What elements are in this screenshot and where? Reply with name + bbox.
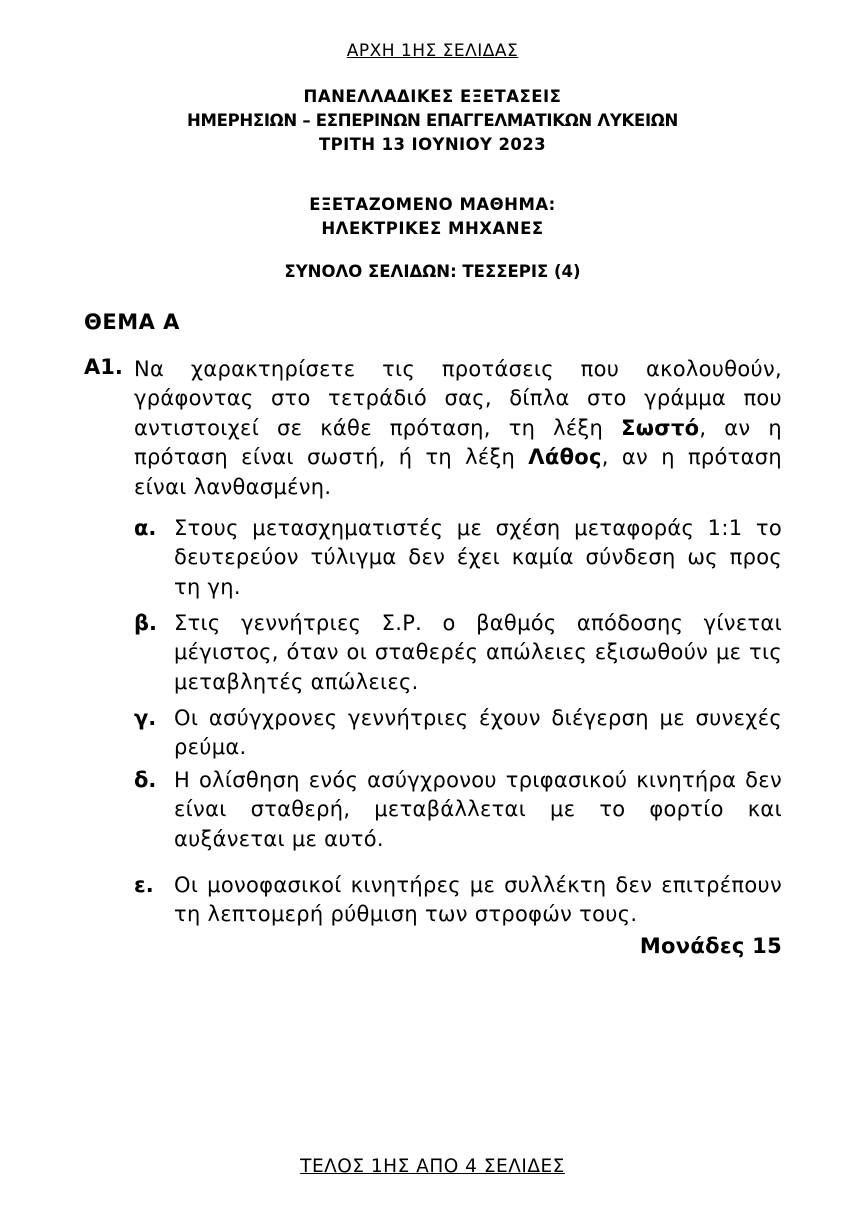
subject-block [0,193,865,241]
page-start-header: ΑΡΧΗ 1ΗΣ ΣΕΛΙΔΑΣ [346,41,519,61]
question-text-part1: Να χαρακτηρίσετε τις προτάσεις που ακολουθούν, γράφοντας στο τετράδιό σας, δίπλα στο γράμμα που αντιστοιχεί σε κάθε πρόταση, τη λέξη [134,357,782,440]
page-end-footer: ΤΕΛΟΣ 1ΗΣ ΑΠΟ 4 ΣΕΛΙΔΕΣ [300,1156,565,1177]
subject-label: ΕΞΕΤΑΖΟΜΕΝΟ ΜΑΘΗΜΑ: [309,195,556,214]
item-label: α. [134,516,157,540]
item-text: Στους μετασχηματιστές με σχέση μεταφοράς 1:1 το δευτερεύον τύλιγμα δεν έχει καμία σύνδεση ως προς τη γη. [174,516,782,599]
item-label: γ. [134,706,157,730]
item-text: Στις γεννήτριες Σ.Ρ. ο βαθμός απόδοσης γίνεται μέγιστος, όταν οι σταθερές απώλειες εξισωθούν με τις μεταβλητές απώλειες. [174,611,782,694]
question-text-part3: , αν η πρόταση είναι λανθασμένη. [134,445,782,499]
total-pages: ΣΥΝΟΛΟ ΣΕΛΙΔΩΝ: ΤΕΣΣΕΡΙΣ (4) [284,262,581,281]
correct-word: Σωστό [621,415,700,440]
units-label: Μονάδες 15 [639,934,782,958]
theme-heading: ΘΕΜΑ Α [84,310,180,334]
item-text: Η ολίσθηση ενός ασύγχρονου τριφασικού κινητήρα δεν είναι σταθερή, μεταβάλλεται με το φορτίο και αυξάνεται με αυτό. [174,768,782,851]
exam-title-block [0,85,865,157]
subject-name: ΗΛΕΚΤΡΙΚΕΣ ΜΗΧΑΝΕΣ [321,219,544,238]
item-label: ε. [134,873,154,897]
question-number: A1. [84,355,123,379]
item-label: β. [134,611,158,635]
exam-date: ΤΡΙΤΗ 13 ΙΟΥΝΙΟΥ 2023 [318,135,547,154]
wrong-word: Λάθος [528,445,602,470]
item-text: Οι μονοφασικοί κινητήρες με συλλέκτη δεν επιτρέπουν τη λεπτομερή ρύθμιση των στροφών τους. [174,873,782,927]
item-text: Οι ασύγχρονες γεννήτριες έχουν διέγερση με συνεχές ρεύμα. [174,706,782,760]
exam-title-line1: ΠΑΝΕΛΛΑΔΙΚΕΣ ΕΞΕΤΑΣΕΙΣ [303,87,562,106]
item-label: δ. [134,768,157,792]
exam-title-line2: ΗΜΕΡΗΣΙΩΝ – ΕΣΠΕΡΙΝΩΝ ΕΠΑΓΓΕΛΜΑΤΙΚΩΝ ΛΥΚΕΙΩΝ [186,111,679,130]
question-text [134,355,782,502]
question-text-part2: , αν η πρόταση είναι σωστή, ή τη λέξη [134,415,782,470]
